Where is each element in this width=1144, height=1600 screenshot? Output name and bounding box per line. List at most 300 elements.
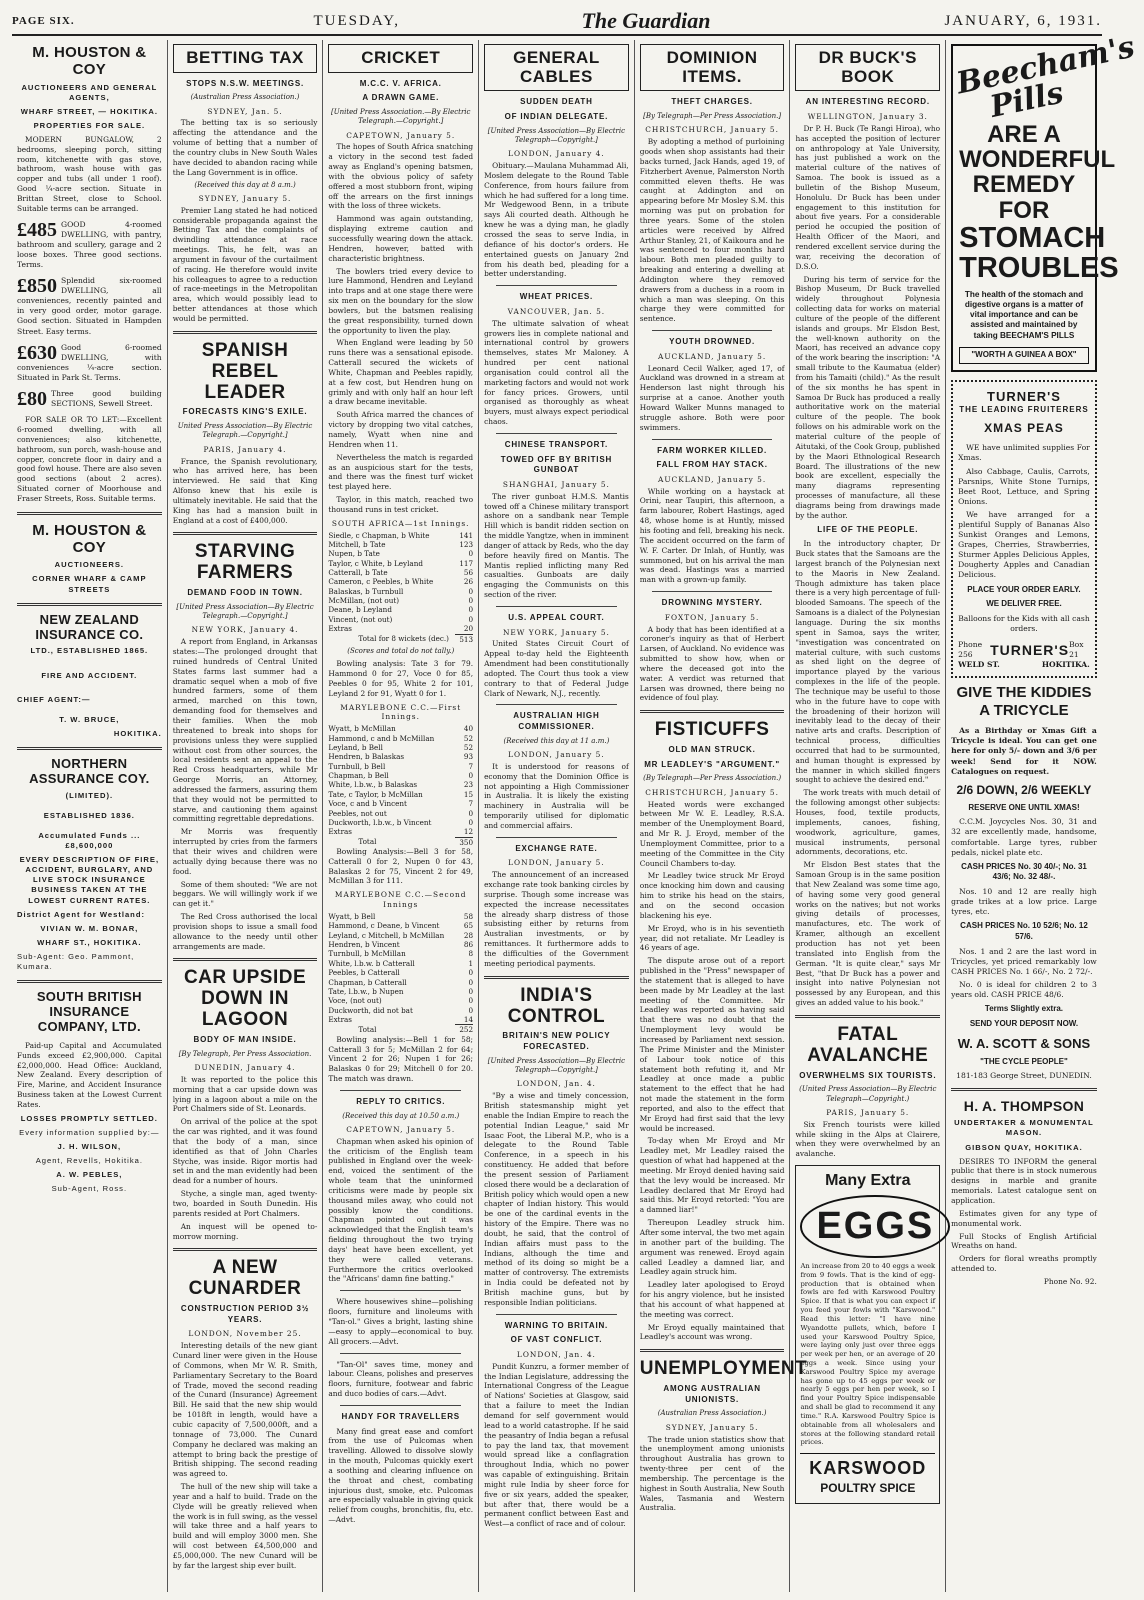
south-british-agent: J. H. WILSON, [57, 1142, 122, 1152]
total-runs: 513 [455, 634, 473, 644]
runs: 8 [468, 949, 474, 959]
karswood-product: POULTRY SPICE [820, 1481, 916, 1496]
masthead [12, 8, 1102, 36]
batsman: Extras [328, 624, 352, 634]
score-row [328, 596, 473, 605]
runs: 0 [468, 808, 474, 818]
article-paragraph: Chapman when asked his opinion of the criticism of the English team published in England over the week-end, voiced the sentiment of the whole team that the uninformed criticisms were made by people six thousand miles away, who could not possibly know the conditions. Chapman pointed out it was acknowledged that the English team's fielding throughout the two trying days' heat have been excellent, yet they were called veterans. Furthermore the critics overlooked the "Africans' damn fine batting." [328, 1136, 474, 1284]
turners-sub: THE LEADING FRUITERERS [959, 404, 1089, 414]
general-cables-headline: GENERAL CABLES [484, 44, 629, 91]
runs: 0 [468, 549, 474, 559]
batsman: Tate, l.b.w., b Nupen [328, 986, 404, 996]
dateline: LONDON, Jan. 4. [516, 1349, 596, 1359]
runs: 65 [463, 921, 474, 931]
masthead-date: JANUARY, 6, 1931. [944, 12, 1102, 29]
us-appeal-headline: U.S. APPEAL COURT. [508, 612, 605, 622]
turners-address [958, 660, 1090, 670]
scorecard-heading: SOUTH AFRICA—1st Innings. [331, 518, 470, 528]
turners-street: WELD ST. [958, 660, 1000, 670]
tricycle-headline: GIVE THE KIDDIES A TRICYCLE [956, 684, 1092, 720]
batsman: Turnbull, b McMillan [328, 949, 406, 959]
batsman: Deane, b Leyland [328, 605, 392, 615]
scorecard-heading: MARYLEBONE C.C.—Second Innings [334, 890, 467, 910]
batsman: Peebles, b Catterall [328, 968, 400, 978]
score-row [328, 931, 473, 940]
price-80: £80 [17, 388, 47, 411]
batsman: Cameron, c Peebles, b White [328, 577, 434, 587]
article-paragraph: The hopes of South Africa snatching a victory in the second test faded away as England's opening batsmen, with the obvious policy of safety offered a most stubborn front, wiping off the arrears on the first innings with the loss of three wickets. [328, 142, 474, 211]
article-paragraph: Obituary.—Maulana Muhammad Ali, Moslem delegate to the Round Table Conference, from hours failure from which he had suffered for a long time. Mr Wedgewood Benn, in a tribute says Ali courted death. Although he knew he was a dying man, he gladly crossed the seas to serve India, in defiance of his doctor's orders. He entertained guests on January 2nd from his death bed, pleading for a better understanding. [484, 161, 629, 279]
district-agent-street: WHARF ST., HOKITIKA. [37, 937, 142, 947]
batsman: White, l.b.w., b Balaskas [328, 780, 418, 790]
article-paragraph: Taylor, in this match, reached two thousand runs in test cricket. [328, 495, 474, 514]
cables-subhead-2: OF INDIAN DELEGATE. [504, 112, 609, 121]
runs: 12 [463, 827, 474, 837]
runs: 141 [459, 530, 474, 540]
batsman: Vincent, (not out) [328, 614, 393, 624]
article-paragraph: A report from England, in Arkansas states:—The prolonged drought that ruined hundreds of Central United States farms last summer had a dramatic sequel when a mob of five hundred farmers, some of them armed, marched on this town, demanding food for themselves and their families. When the mob threatened to break into shops for provisions unless they were supplied without cost from other sources, the local residents sent an appeal to the Red Cross headquarters, while Mr George Morris, an Attorney, addressed the farmers, assuring them that they would not be permitted to starve, and cautioning them against committing regrettable depredations. [172, 637, 318, 824]
batsman: Catterall, b Tate [328, 568, 388, 578]
score-row [328, 559, 473, 568]
district-agent-label: District Agent for Westland: [17, 909, 145, 919]
turners-town: HOKITIKA. [1041, 660, 1090, 670]
listing-630 [17, 343, 162, 383]
thompson-address: GIBSON QUAY, HOKITIKA. [965, 1142, 1083, 1152]
tricycle-text: Nos. 1 and 2 are the last word in Tricycles, yet priced remarkably low CASH PRICES No. 1 66/-, No. 2 72/-. [951, 946, 1097, 976]
northern-assurance-desc: EVERY DESCRIPTION OF FIRE, ACCIDENT, BURGLARY, AND LIVE STOCK INSURANCE BUSINESS TAKEN AT THE LOWEST CURRENT RATES. [19, 855, 160, 905]
chinese-transport-headline: CHINESE TRANSPORT. [504, 439, 609, 449]
total-row [328, 837, 473, 847]
score-row [328, 949, 473, 958]
cricket-subhead-2: A DRAWN GAME. [362, 93, 440, 103]
northern-assurance-est: ESTABLISHED 1836. [43, 810, 135, 820]
batsman: Mitchell, b Tate [328, 539, 386, 549]
credit: [United Press Association.—By Electric Telegraph.—Copyright.] [330, 107, 471, 126]
score-row [328, 605, 473, 614]
betting-subhead: STOPS N.S.W. MEETINGS. [186, 78, 304, 88]
article-paragraph: Premier Lang stated he had noticed considerable propaganda against the Betting Tax and the complaints of dwindling attendance at race meetings. This, he felt, was an argument in favour of the curtailment of racing. He therefore would invite his colleagues to agree to a reduction of race-meetings in the Metropolitan area, which would possibly lead to better attendances at those which would be permitted. [172, 205, 318, 323]
turners-text: Also Cabbage, Caulis, Carrots, Parsnips, White Stone Turnips, Beet Root, Lettuce, and Spring Onions. [958, 466, 1090, 506]
starving-farmers-headline: STARVING FARMERS [194, 541, 296, 584]
article-paragraph: While working on a haystack at Orini, near Taupiri, this afternoon, a farm labourer, Robert Hastings, aged 48, whose home is at Huntly, missed his footing and fell, breaking his neck. The accident occurred on the farm of W. F. Carter. Dr Inlah, of Huntly, was summoned, but on his arrival the man was dead. Hastings was a married man with a grown-up family. [639, 486, 785, 585]
tricycle-text: Nos. 10 and 12 are really high grade trikes at a low price. Large tyres, etc. [951, 886, 1097, 917]
fisticuffs-subhead-2: MR LEADLEY'S "ARGUMENT." [644, 759, 780, 769]
runs: 20 [463, 624, 474, 634]
dr-buck-headline: DR BUCK'S BOOK [795, 44, 940, 91]
dateline: PARIS, January 5. [826, 1107, 910, 1117]
warning-britain-headline: WARNING TO BRITAIN. [504, 1320, 609, 1330]
article-paragraph: The work treats with much detail of the following amongst other subjects: Houses, food, textile products, implements, canoes, fishing, woodwork, agriculture, games, musical instruments, personal adornments, decorations, etc. [795, 788, 941, 857]
dateline: SYDNEY, January 5. [198, 193, 292, 203]
runs: 52 [463, 742, 474, 752]
fatal-avalanche-headline: FATAL AVALANCHE [807, 1023, 929, 1066]
article-paragraph: The river gunboat H.M.S. Mantis towed off a Chinese military transport ashore on a sandbank near Temple Hill which is bandit ridden section on the middle Yangtze, when in imminent danger of attack by Reds, who the day before heavily fired on Mantis. The Mantis replied inflicting many Red casualties. Gunboats are daily engaging the Communists on this section of the river. [484, 491, 629, 600]
runs: 56 [463, 568, 474, 578]
theft-charges-headline: THEFT CHARGES. [671, 97, 753, 107]
runs: 14 [463, 1014, 474, 1024]
article-paragraph: It was reported to the police this morning that a car upside down was lying in a lagoon about a mile on the Port Chalmers side of St. Leonards. [172, 1074, 318, 1114]
bowling-analysis: Bowling analysis: Tate 3 for 79. Hammond 0 for 27, Voce 0 for 85, Peebles 0 for 95, White 2 for 101, Leyland 2 for 91, Wyatt 0 for 1. [328, 659, 474, 698]
south-british-losses: LOSSES PROMPTLY SETTLED. [20, 1113, 158, 1123]
dateline: FOXTON, January 5. [664, 612, 760, 622]
score-row [328, 978, 473, 987]
houston-address: WHARF STREET, — HOKITIKA. [20, 106, 158, 116]
credit: (Australian Press Association.) [190, 93, 300, 102]
column-3 [323, 40, 479, 1592]
article-paragraph: The ultimate salvation of wheat growers lies in complete national and international control by growers themselves, states Mr Maloney. A hundred per cent national organisation could control all the marketing factors and would not work for fancy prices. Growers, until organised as thoroughly as wheat buyers, must always expect periodical chaos. [484, 318, 629, 427]
credit: (By Telegraph—Per Press Association.) [643, 774, 782, 783]
runs: 7 [468, 799, 474, 809]
total-runs: 252 [455, 1025, 473, 1035]
turners-phone: Phone 256 [958, 640, 983, 660]
tricycle-reserve: RESERVE ONE UNTIL XMAS! [968, 802, 1080, 812]
credit: [By Telegraph—Per Press Association.] [643, 112, 782, 120]
price-850: £850 [17, 275, 57, 298]
youth-drowned-headline: YOUTH DROWNED. [669, 337, 756, 347]
nz-agent-name: T. W. BRUCE, [59, 714, 120, 724]
batsman: Leyland, b Bell [328, 742, 383, 752]
turners-xmas-peas: XMAS PEAS [984, 421, 1064, 436]
india-control-headline: INDIA'S CONTROL [507, 984, 606, 1027]
beecham-line: ARE A [987, 121, 1061, 148]
tricycle-cash-prices: CASH PRICES No. 10 52/6; No. 12 57/6. [960, 921, 1088, 941]
received-note: (Received this day at 8 a.m.) [194, 180, 296, 189]
total-row [328, 1025, 473, 1035]
beecham-line: WONDERFUL [959, 146, 1116, 174]
nz-agent-town: HOKITIKA. [113, 728, 162, 738]
drowning-mystery-headline: DROWNING MYSTERY. [661, 598, 763, 608]
score-row [328, 912, 473, 921]
dateline: LONDON, Jan. 4. [516, 1079, 596, 1089]
northern-assurance-ltd: (LIMITED). [65, 790, 114, 800]
turners-ad [951, 380, 1097, 679]
south-british-info: Every information supplied by:— [19, 1127, 160, 1137]
score-row [328, 734, 473, 743]
properties-heading: PROPERTIES FOR SALE. [33, 120, 146, 130]
article-paragraph: Hammond was again outstanding, displaying extreme caution and successfully wearing down the attack. Hendren, however, batted with characteristic brightness. [328, 214, 474, 263]
dateline: DUNEDIN, January 4. [194, 1063, 296, 1073]
batsman: Extras [328, 827, 352, 837]
article-paragraph: Leonard Cecil Walker, aged 17, of Auckland was drowned in a stream at Henderson last night through his surprise at a canoe. Another youth Howard Walker Munns managed to struggle ashore. Both were poor swimmers. [639, 363, 785, 432]
dateline: LONDON, January 4. [508, 149, 605, 159]
score-row [328, 996, 473, 1005]
score-row [328, 827, 473, 837]
article-paragraph: Mr Morris was frequently interrupted by cries from the farmers that their wives and children were actually dying because there was no food. [172, 827, 318, 876]
batsman: Wyatt, b McMillan [328, 724, 396, 734]
buck-subhead: AN INTERESTING RECORD. [805, 97, 930, 107]
runs: 15 [463, 789, 474, 799]
thompson-name: H. A. THOMPSON [963, 1098, 1085, 1115]
scorecard-mcc-first [328, 724, 473, 847]
unemployment-subhead: AMONG AUSTRALIAN UNIONISTS. [663, 1384, 761, 1404]
credit: (Australian Press Association.) [657, 1409, 767, 1418]
score-row [328, 771, 473, 780]
runs: 0 [468, 986, 474, 996]
article-paragraph: Interesting details of the new giant Cunard liner were given in the House of Commons, when Mr W. R. Smith, Parliamentary Secretary to the Board of Trade, moved the second reading of the Cunard (Insurance) Agreement Bill. He said that the new ship would be 1018ft in length, would have a cubic capacity of 7,500,000ft, and a tonnage of 73,000. The Cunard Company he declared was making an attempt to bring back the prestige of British shipping. The second reading was agreed to. [172, 1341, 318, 1479]
batsman: Hendren, b Balaskas [328, 752, 405, 762]
runs: 0 [468, 968, 474, 978]
houston-sub-2: AUCTIONEERS. [54, 560, 125, 570]
nz-insurance-est: LTD., ESTABLISHED 1865. [30, 646, 149, 656]
credit: (United Press Association—By Electric Telegraph—Copyright.) [799, 1085, 937, 1103]
runs: 0 [468, 817, 474, 827]
score-row [328, 568, 473, 577]
credit: [United Press Association—By Electric Telegraph—Copyright.] [487, 126, 626, 144]
south-british-capital: Paid-up Capital and Accumulated Funds exceed £2,900,000. Capital £2,000,000. Head Office: Auckland, New Zealand. Every description of Fire, Marine, and Accident Insurance Business taken at the Lowest Current Rates. [17, 1040, 162, 1109]
article-paragraph: On arrival of the police at the spot the car was righted, and it was found that the body of a man, since identified as that of John Charles Styche, was inside. Rigor mortis had set in and the man evidently had been dead for a number of hours. [172, 1117, 318, 1186]
score-row [328, 940, 473, 949]
turners-deliver: WE DELIVER FREE. [986, 599, 1062, 609]
scott-sons-address: 181-183 George Street, DUNEDIN. [956, 1071, 1092, 1081]
article-paragraph: The betting tax is so seriously affecting the attendance and the volume of betting that a number of the country clubs in New South Wales have decided to abandon racing while the Lang Government is in office. [172, 118, 318, 177]
nz-insurance-title: NEW ZEALAND INSURANCE CO. [35, 611, 144, 642]
article-paragraph: "By a wise and timely concession, British statesmanship might yet enable the Indian Empire to reach the potential Indian League," said Mr Isaac Foot, the Liberal M.P., who is a delegate to the Round Table Conference, in a speech in his constituency. He added that before the present session of Parliament closed there would be a declaration of British policy which would open a new chapter of Indian history. This would be one of the cardinal events in the history of the Empire. There was no doubt, he said, that the control of Indian affairs must pass to the Indians, although the time and method of its doing so might be a matter of controversy. The extremists in India could be defeated not by British machine guns, but by responsible Indian politicians. [484, 1091, 629, 1307]
article-paragraph: To-day when Mr Eroyd and Mr Leadley met, Mr Leadley raised the question of what had happened at the meeting. Mr Eroyd denied having said that the levy would be increased. Mr Leadley declared that Mr Eroyd had said this. Mr Eroyd retorted: "You are a damned liar!" [639, 1136, 785, 1215]
thompson-sub: UNDERTAKER & MONUMENTAL MASON. [954, 1118, 1094, 1138]
score-row [328, 1006, 473, 1015]
tricycle-terms-extra: Terms Slightly extra. [984, 1003, 1064, 1013]
scott-sons-sub: "THE CYCLE PEOPLE" [980, 1056, 1068, 1066]
batsman: McMillan, (not out) [328, 596, 400, 606]
credit: [United Press Association—By Electric Telegraph—Copyright.] [487, 1056, 626, 1074]
dateline: CHRISTCHURCH, January 5. [645, 125, 779, 135]
karswood-eggs-ad [795, 1165, 940, 1504]
turners-title: TURNER'S [987, 388, 1061, 404]
batsman: Hendren, b Vincent [328, 940, 400, 950]
price-485: £485 [17, 218, 57, 241]
score-row [328, 818, 473, 827]
dateline: CHRISTCHURCH, January 5. [645, 787, 779, 797]
column-7 [946, 29, 1138, 1592]
runs: 7 [468, 761, 474, 771]
listing-text: Good 6-roomed DWELLING, with conveniences ¼-acre section. Situated in Park St. Terms. [17, 342, 162, 382]
tan-ol-ad-2: "Tan-Ol" saves time, money and labour. Cleans, polishes and preserves floors, furniture, footwear and fabric and duco bodies of cars.—Advt. [328, 1359, 474, 1399]
score-row [328, 968, 473, 977]
article-paragraph: Mr Eroyd, who is in his seventieth year, did not retaliate. Mr Leadley is 46 years of age. [639, 923, 785, 953]
batsman: Voce, (not out) [328, 996, 382, 1006]
beecham-line: STOMACH [959, 221, 1106, 254]
turners-balloons: Balloons for the Kids with all cash orders. [958, 613, 1090, 633]
tricycle-send-deposit: SEND YOUR DEPOSIT NOW. [969, 1018, 1079, 1028]
article-paragraph: Mr Elsdon Best states that the Samoan Group is in the same position that New Zealand was some time ago, of having some very good general works on the natives; but not works giving details of processes, manufactures, etc. The work of Kramer, although an excellent production has not yet been translated into English from the German. "It is quite clear," says Mr Best, "that Dr Buck has a power and insight into native Polynesian not possessed by any European, and this gives an added value to his book." [795, 860, 941, 1008]
farm-subhead: FALL FROM HAY STACK. [656, 460, 768, 470]
article-paragraph: A body that has been identified at a coroner's inquiry as that of Herbert Larsen, of Auckland. No evidence was submitted to show how, when or where the deceased got into the water. A verdict was returned that Larsen was drowned, there being no evidence of foul play. [639, 624, 785, 703]
article-paragraph: The announcement of an increased exchange rate took banking circles by surprise. Though some increase was expected the increase necessitates the already sharp distress of those subsisting either by returns from Australian investments, or by remittances. It furthermore adds to the difficulties of the Government meeting periodical payments. [484, 870, 629, 968]
spanish-subhead: FORECASTS KING'S EXILE. [182, 407, 308, 417]
india-subhead: BRITAIN'S NEW POLICY FORECASTED. [502, 1031, 611, 1052]
runs: 52 [463, 733, 474, 743]
batsman: Leyland, c Mitchell, b McMillan [328, 930, 445, 940]
column-1 [12, 40, 168, 1592]
dateline: AUCKLAND, January 5. [657, 474, 767, 484]
runs: 93 [463, 752, 474, 762]
total-row [328, 634, 473, 644]
column-4 [479, 40, 635, 1592]
scorecard-mcc-second [328, 912, 473, 1035]
south-british-title: SOUTH BRITISH INSURANCE COMPANY, LTD. [36, 989, 142, 1034]
score-row [328, 540, 473, 549]
article-paragraph: In the introductory chapter, Dr Buck states that the Samoans are the largest branch of the Polynesian next to the Maoris in New Zealand. Though admixture has taken place there is a very high percentage of full-blooded Samoans. The speech of the Samoans is a dialect of the Polynesian language. During the six months spent in Samoa, says the writer, "investigation was concentrated on material culture, with such customs as shed light on the degree of importance played by the various complexes in the life of the people. The technique may be useful to those who in the future have to cope with the broadening of their horizon will inevitably lead to the decay of their native arts and crafts. Description of technical process, difficulties occurred that had to be surmounted, and human thought is expressed by the manner in which skilled fingers sought to achieve the desired end." [795, 539, 941, 785]
total-runs: 350 [455, 837, 473, 847]
dateline: CAPETOWN, January 5. [346, 1124, 456, 1134]
dateline: PARIS, January 4. [203, 444, 287, 454]
turners-name: TURNER'S [990, 641, 1070, 658]
article-paragraph: United States Circuit Court of Appeal to-day held the Eighteenth Amendment had been constitutionally adopted. The Court thus took a view contrary to that of Federal Judge Clark of Newark, N.J., recently. [484, 639, 629, 698]
turners-place-order: PLACE YOUR ORDER EARLY. [967, 584, 1081, 594]
masthead-day: TUESDAY, [313, 12, 400, 29]
runs: 0 [468, 771, 474, 781]
south-british-ad [17, 990, 162, 1194]
car-subhead: BODY OF MAN INSIDE. [193, 1035, 297, 1045]
thompson-text: Orders for floral wreaths promptly attended to. [951, 1254, 1097, 1274]
price-630: £630 [17, 341, 57, 364]
batsman: Voce, c and b Vincent [328, 799, 407, 809]
turners-footer [958, 640, 1090, 660]
article-paragraph: Mr Eroyd equally maintained that Leadley's account was wrong. [639, 1322, 785, 1342]
batsman: Duckworth, l.b.w., b Vincent [328, 817, 432, 827]
score-row [328, 577, 473, 586]
article-paragraph: During his term of service for the Bishop Museum, Dr Buck travelled widely throughout Polynesia collecting data for works on material culture of the people of the different islands and groups. Mr Elsdon Best, the well-known authority on the Maori, has received an advance copy of the work bearing the inscription: "A small tribute to the Kaumatua (elder) from his Tamaiti (child)." As the result of the six months he has spent in Samoa Dr Buck has produced a really authoritative work on the material culture of the people. The book follows on his admirable work on the material culture of the people of Aitutaki, of the Cook Group, published by the Maori Ethnological Research Board. The illustrations of the new book are excellent, especially the many diagrams representing processes of manufacture, all these diagrams being from drawings made by the author. [795, 274, 941, 520]
runs: 26 [463, 577, 474, 587]
nz-insurance-ad [17, 613, 162, 739]
listing-850 [17, 276, 162, 337]
runs: 0 [468, 586, 474, 596]
article-paragraph: The hull of the new ship will take a year and a half to build. Trade on the Clyde will be greatly relieved when the work is in full swing, as the vessel will take three and a half years to build and will employ 3000 men. She will cost between £4,500,000 and £5,000,000. The new Cunard will be by far the largest ship ever built. [172, 1482, 318, 1570]
batsman: Peebles, not out [328, 808, 387, 818]
beechams-logo: Beecham's Pills [953, 29, 1138, 125]
article-paragraph: Heated words were exchanged between Mr W. E. Leadley, R.S.A. member of the Unemployment Board, and Mr R. J. Eroyd, member of the Unemployment Committee, prior to a meeting of the Committee in the City Council Chambers to-day. [639, 799, 785, 868]
houston-ad [17, 44, 162, 504]
turners-text: We have arranged for a plentiful Supply of Bananas Also Sunkist Oranges and Lemons, Grapes, Cherries, Strawberries, Sturmer Apples Delicious Apples, Dougherty Apples and Canadian Delicious. [958, 509, 1090, 580]
dateline: VANCOUVER, Jan. 5. [507, 306, 606, 316]
turners-text: WE have unlimited supplies For Xmas. [958, 443, 1090, 463]
runs: 0 [468, 977, 474, 987]
scorecard-heading: MARYLEBONE C.C.—First Innings. [340, 702, 462, 722]
article-paragraph: Some of them shouted: "We are not beggars. We will willingly work if we can get it." [172, 879, 318, 909]
score-row [328, 790, 473, 799]
fisticuffs-subhead: OLD MAN STRUCK. [668, 745, 756, 755]
score-row [328, 549, 473, 558]
houston-title-2: M. HOUSTON & COY [32, 521, 147, 557]
score-row [328, 531, 473, 540]
runs: 0 [468, 605, 474, 615]
article-paragraph: The bowlers tried every device to lure Hammond, Hendren and Leyland into traps and at one stage there were six men on the boundary for the slow bowlers, but the batsmen realising the great responsibility, turned down the opportunity to liven the play. [328, 266, 474, 335]
cunarder-subhead: CONSTRUCTION PERIOD 3½ YEARS. [180, 1304, 310, 1324]
score-row [328, 921, 473, 930]
beechams-pills-ad [951, 29, 1138, 372]
article-paragraph: Nevertheless the match is regarded as an auspicious start for the tests, and there was the finest turf wicket test played here. [328, 452, 474, 492]
northern-assurance-ad [17, 757, 162, 972]
dateline: AUCKLAND, January 5. [657, 351, 767, 361]
wheat-prices-headline: WHEAT PRICES. [519, 292, 594, 302]
received-note: (Received this day at 10.50 a.m.) [342, 1111, 460, 1120]
credit: [By Telegraph, Per Press Association. [178, 1049, 312, 1058]
dominion-items-headline: DOMINION ITEMS. [640, 44, 785, 91]
handy-travellers-headline: HANDY FOR TRAVELLERS [341, 1411, 460, 1421]
thompson-text: Full Stocks of English Artificial Wreaths on hand. [951, 1231, 1097, 1251]
high-commissioner-headline: AUSTRALIAN HIGH COMMISSIONER. [513, 711, 600, 732]
cables-subhead: SUDDEN DEATH [520, 97, 593, 107]
spanish-rebel-headline: SPANISH REBEL LEADER [201, 339, 289, 403]
tan-ol-ad: Where housewives shine—polishing floors, furniture and linoleums with "Tan-ol." Gives a bright, lasting shine—easy to apply—economical to buy. All grocers.—Advt. [328, 1297, 474, 1346]
received-note: (Received this day at 11 a.m.) [503, 736, 610, 745]
total-label: Total for 8 wickets (dec.) [358, 634, 449, 644]
runs: 58 [463, 912, 474, 921]
score-row [328, 743, 473, 752]
batsman: Extras [328, 1015, 352, 1025]
northern-assurance-funds: Accumulated Funds ... £8,600,000 [38, 831, 141, 851]
tricycle-ad [951, 684, 1097, 1081]
nz-insurance-fire: FIRE AND ACCIDENT. [41, 670, 138, 680]
article-paragraph: The Red Cross authorised the local provision shops to issue a small food allowance to the needy until other arrangements are made. [172, 912, 318, 951]
score-row [328, 987, 473, 996]
runs: 1 [468, 958, 474, 968]
batsman: White, l.b.w. b Catterall [328, 958, 415, 968]
houston-sub: AUCTIONEERS AND GENERAL AGENTS, [21, 82, 158, 102]
dateline: CAPETOWN, January 5. [346, 130, 456, 140]
northern-assurance-title: NORTHERN ASSURANCE COY. [29, 755, 150, 786]
column-2 [168, 40, 324, 1592]
karswood-brand: KARSWOOD [800, 1453, 935, 1481]
batsman: Hammond, c and b McMillan [328, 733, 435, 743]
article-paragraph: Pundit Kunzru, a former member of the Indian Legislature, addressing the International Congress of the League of Nations' Societies at Glasgow, said that a failure to meet the Indian demand for self government would lead to a world catastrophe. If he said the peasantry of India began a refusal to pay the land tax, that movement would spread like a conflagration throughout India, which no power was capable of extinguishing. Britain might rule India by sheer force for five or six years, added the speaker, but after that, there would be a permanent conflict between East and West—a conflict of race and of colour. [484, 1361, 629, 1529]
score-row [328, 752, 473, 761]
reply-critics-headline: REPLY TO CRITICS. [356, 1096, 446, 1106]
new-cunarder-headline: A NEW CUNARDER [188, 1257, 302, 1300]
for-sale-listing: FOR SALE OR TO LET:—Excellent 6-roomed dwelling, with all conveniences; also kitchenette, bathroom, sun porch, wash-house and copper, concrete floor in dairy and a good fowl house. There are also seven good sections (about 2 acres). Situated corner of Moorhouse and Fraser Streets, Ross. Suitable terms. [17, 415, 162, 503]
runs: 23 [463, 780, 474, 790]
batsman: Wyatt, b Bell [328, 912, 376, 921]
dateline: SHANGHAI, January 5. [502, 479, 610, 489]
article-paragraph: Six French tourists were killed while skiing in the Alps at Clairere, when they were overwhelmed by an avalanche. [795, 1119, 941, 1159]
runs: 28 [463, 930, 474, 940]
article-paragraph: Many find great ease and comfort from the use of Pulcomas when travelling. Allowed to dissolve slowly in the mouth, Pulcomas quickly exert a soothing and clearing influence on the throat and chest, combating injurious dust, smoke, etc. Pulcomas are especially valuable in giving quick relief from coughs, bronchitis, flu, etc.—Advt. [328, 1426, 474, 1525]
houston-title: M. HOUSTON & COY [32, 44, 147, 79]
bungalow-listing: MODERN BUNGALOW, 2 bedrooms, sleeping porch, sitting room, kitchenette with gas stove, bathroom, wash house with gas copper and tubs (all under 1 roof). Good ¼-acre section. Situate in Brittan Street, close to School. Suitable terms can be arranged. [17, 134, 162, 213]
beecham-body: The health of the stomach and digestive organs is a matter of vital importance and can be assisted and maintained by taking BEECHAM'S PILLS [964, 289, 1084, 340]
chinese-subhead: TOWED OFF BY BRITISH GUNBOAT [500, 454, 613, 475]
avalanche-subhead: OVERWHELMS SIX TOURISTS. [799, 1070, 937, 1080]
runs: 40 [463, 724, 474, 734]
article-paragraph: When England were leading by 50 runs there was a sensational episode. Catterall secured the wickets of White, Chapman and Peebles rapidly, at a few cost, but Hendren hung on grimly and with only half an hour left a draw became inevitable. [328, 338, 474, 407]
fisticuffs-headline: FISTICUFFS [654, 719, 770, 741]
scorecard-south-africa [328, 531, 473, 644]
listing-text: Splendid six-roomed DWELLING, all conveniences, recently painted and in very good order, motor garage. Good section. Situated in Hampden Street. Easy terms. [17, 276, 162, 336]
beecham-line: FOR [998, 196, 1050, 224]
credit: [United Press Association—By Electric Telegraph.—Copyright.] [176, 602, 314, 621]
column-5 [635, 40, 808, 1592]
runs: 123 [459, 539, 474, 549]
south-british-subagent: A. W. PEBLES, [56, 1170, 123, 1180]
listing-80 [17, 389, 162, 409]
car-lagoon-headline: CAR UPSIDE DOWN IN LAGOON [183, 967, 307, 1031]
batsman: Siedle, c Chapman, b White [328, 530, 430, 540]
thompson-ad [951, 1098, 1097, 1287]
batsman: Turnbull, b Bell [328, 761, 386, 771]
starving-subhead: DEMAND FOOD IN TOWN. [187, 588, 303, 598]
cricket-headline: CRICKET [328, 44, 473, 73]
thompson-text: Estimates given for any type of monumental work. [951, 1208, 1097, 1228]
article-paragraph: Thereupon Leadley struck him. After some interval, the two met again in another part of the building. The argument was renewed. Eroyd again called Leadley a damned liar, and Leadley again struck him. [639, 1218, 785, 1277]
exchange-rate-headline: EXCHANGE RATE. [515, 843, 598, 853]
article-paragraph: An inquest will be opened to-morrow morning. [172, 1221, 318, 1241]
nz-chief-agent: CHIEF AGENT:— [17, 694, 91, 704]
runs: 0 [468, 1005, 474, 1015]
listing-text: Three good building SECTIONS, Sewell Street. [51, 389, 162, 409]
runs: 86 [463, 940, 474, 950]
article-paragraph: Mr Leadley twice struck Mr Eroyd once knocking him down and causing him to strike his head on the stairs, and on the second occasion blackening his eye. [639, 871, 785, 920]
scott-sons-name: W. A. SCOTT & SONS [957, 1036, 1091, 1052]
